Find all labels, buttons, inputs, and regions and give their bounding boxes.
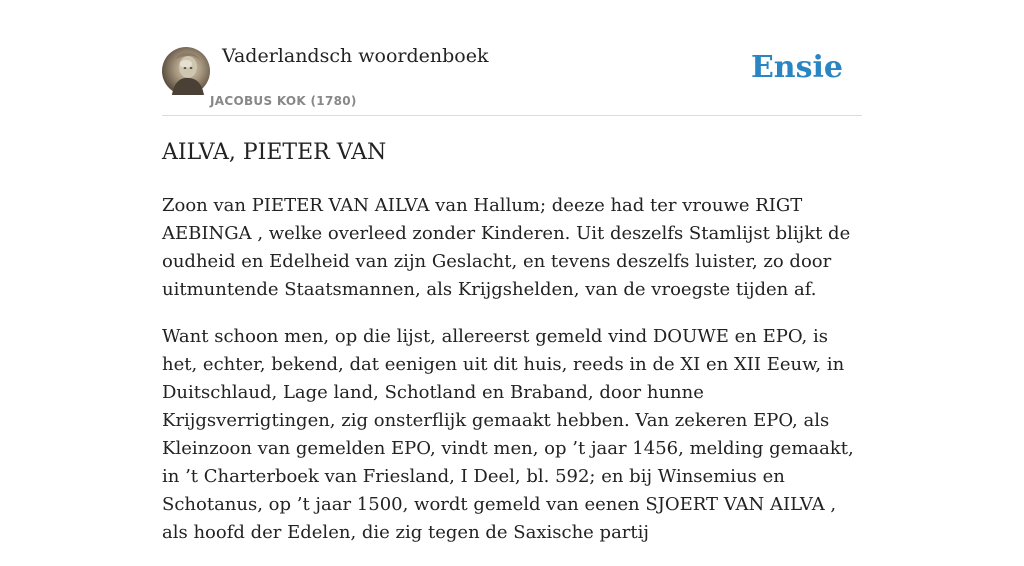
entry-paragraph-1: Zoon van PIETER VAN AILVA van Hallum; deeze had ter vrouwe RIGT AEBINGA , welke overleed zonder Kinderen. Uit deszelfs Stamlijst blijkt de oudheid en Edelheid van zijn Geslacht, en tevens deszelfs luister, zo door uitmuntende Staatsmannen, als Krijgshelden, van de vroegste tijden af.	[162, 195, 851, 300]
book-author[interactable]: JACOBUS KOK (1780)	[210, 94, 357, 108]
book-title[interactable]: Vaderlandsch woordenboek	[222, 45, 489, 67]
entry-paragraph-2: Want schoon men, op die lijst, allereerst gemeld vind DOUWE en EPO, is het, echter, bekend, dat eenigen uit dit huis, reeds in de XI en XII Eeuw, in Duitschlaud, Lage land, Schotland en Braband, door hunne Krijgsverrigtingen, zig onsterflijk gemaakt hebben. Van zekeren EPO, als Kleinzoon van gemelden EPO, vindt men, op ’t jaar 1456, melding gemaakt, in ’t Charterboek van Friesland, I Deel, bl. 592; en bij Winsemius en Schotanus, op ’t jaar 1500, wordt gemeld van eenen SJOERT VAN AILVA , als hoofd der Edelen, die zig tegen de Saxische partij	[162, 326, 854, 543]
portrait-avatar[interactable]	[162, 47, 210, 95]
entry-title: AILVA, PIETER VAN	[162, 140, 387, 165]
page-container	[162, 0, 862, 543]
entry-body	[162, 192, 862, 566]
ensie-logo-link[interactable]: Ensie	[750, 50, 843, 85]
header	[162, 0, 862, 116]
portrait-icon	[162, 47, 210, 95]
